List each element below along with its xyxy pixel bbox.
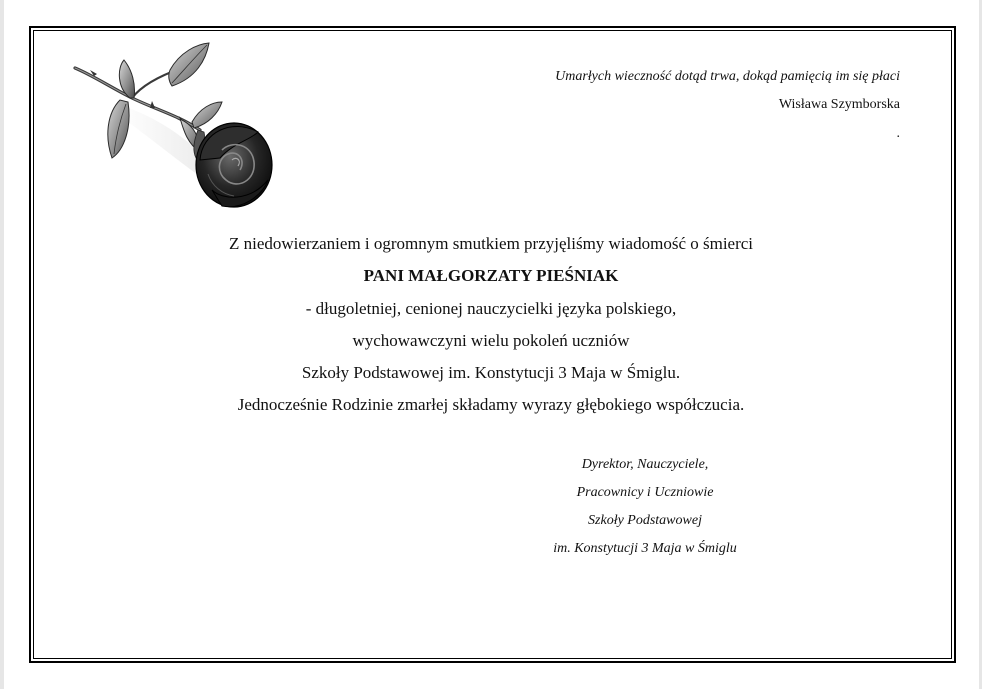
announcement-body bbox=[40, 228, 942, 422]
signature-line: im. Konstytucji 3 Maja w Śmiglu bbox=[553, 541, 737, 556]
epigraph-mark: . bbox=[896, 126, 900, 141]
announcement-line: Z niedowierzaniem i ogromnym smutkiem przyjęliśmy wiadomość o śmierci bbox=[228, 234, 754, 253]
announcement-line: Jednocześnie Rodzinie zmarłej składamy wyrazy głębokiego współczucia. bbox=[237, 395, 745, 415]
signature-line: Szkoły Podstawowej bbox=[588, 513, 702, 528]
announcement-line: - długoletniej, cenionej nauczycielki języka polskiego, bbox=[305, 298, 677, 318]
announcement-line: Szkoły Podstawowej im. Konstytucji 3 Maja w Śmiglu. bbox=[301, 363, 681, 383]
signature-block bbox=[500, 451, 790, 563]
rose-icon bbox=[72, 40, 277, 220]
announcement-line: wychowawczyni wielu pokoleń uczniów bbox=[352, 330, 630, 350]
epigraph bbox=[555, 63, 900, 149]
epigraph-author: Wisława Szymborska bbox=[778, 97, 900, 112]
deceased-name: PANI MAŁGORZATY PIEŚNIAK bbox=[363, 266, 619, 286]
signature-line: Dyrektor, Nauczyciele, bbox=[581, 457, 709, 472]
epigraph-text: Umarłych wieczność dotąd trwa, dokąd pamięcią im się płaci bbox=[555, 69, 900, 84]
page-edge bbox=[0, 0, 4, 689]
signature-line: Pracownicy i Uczniowie bbox=[576, 485, 714, 500]
